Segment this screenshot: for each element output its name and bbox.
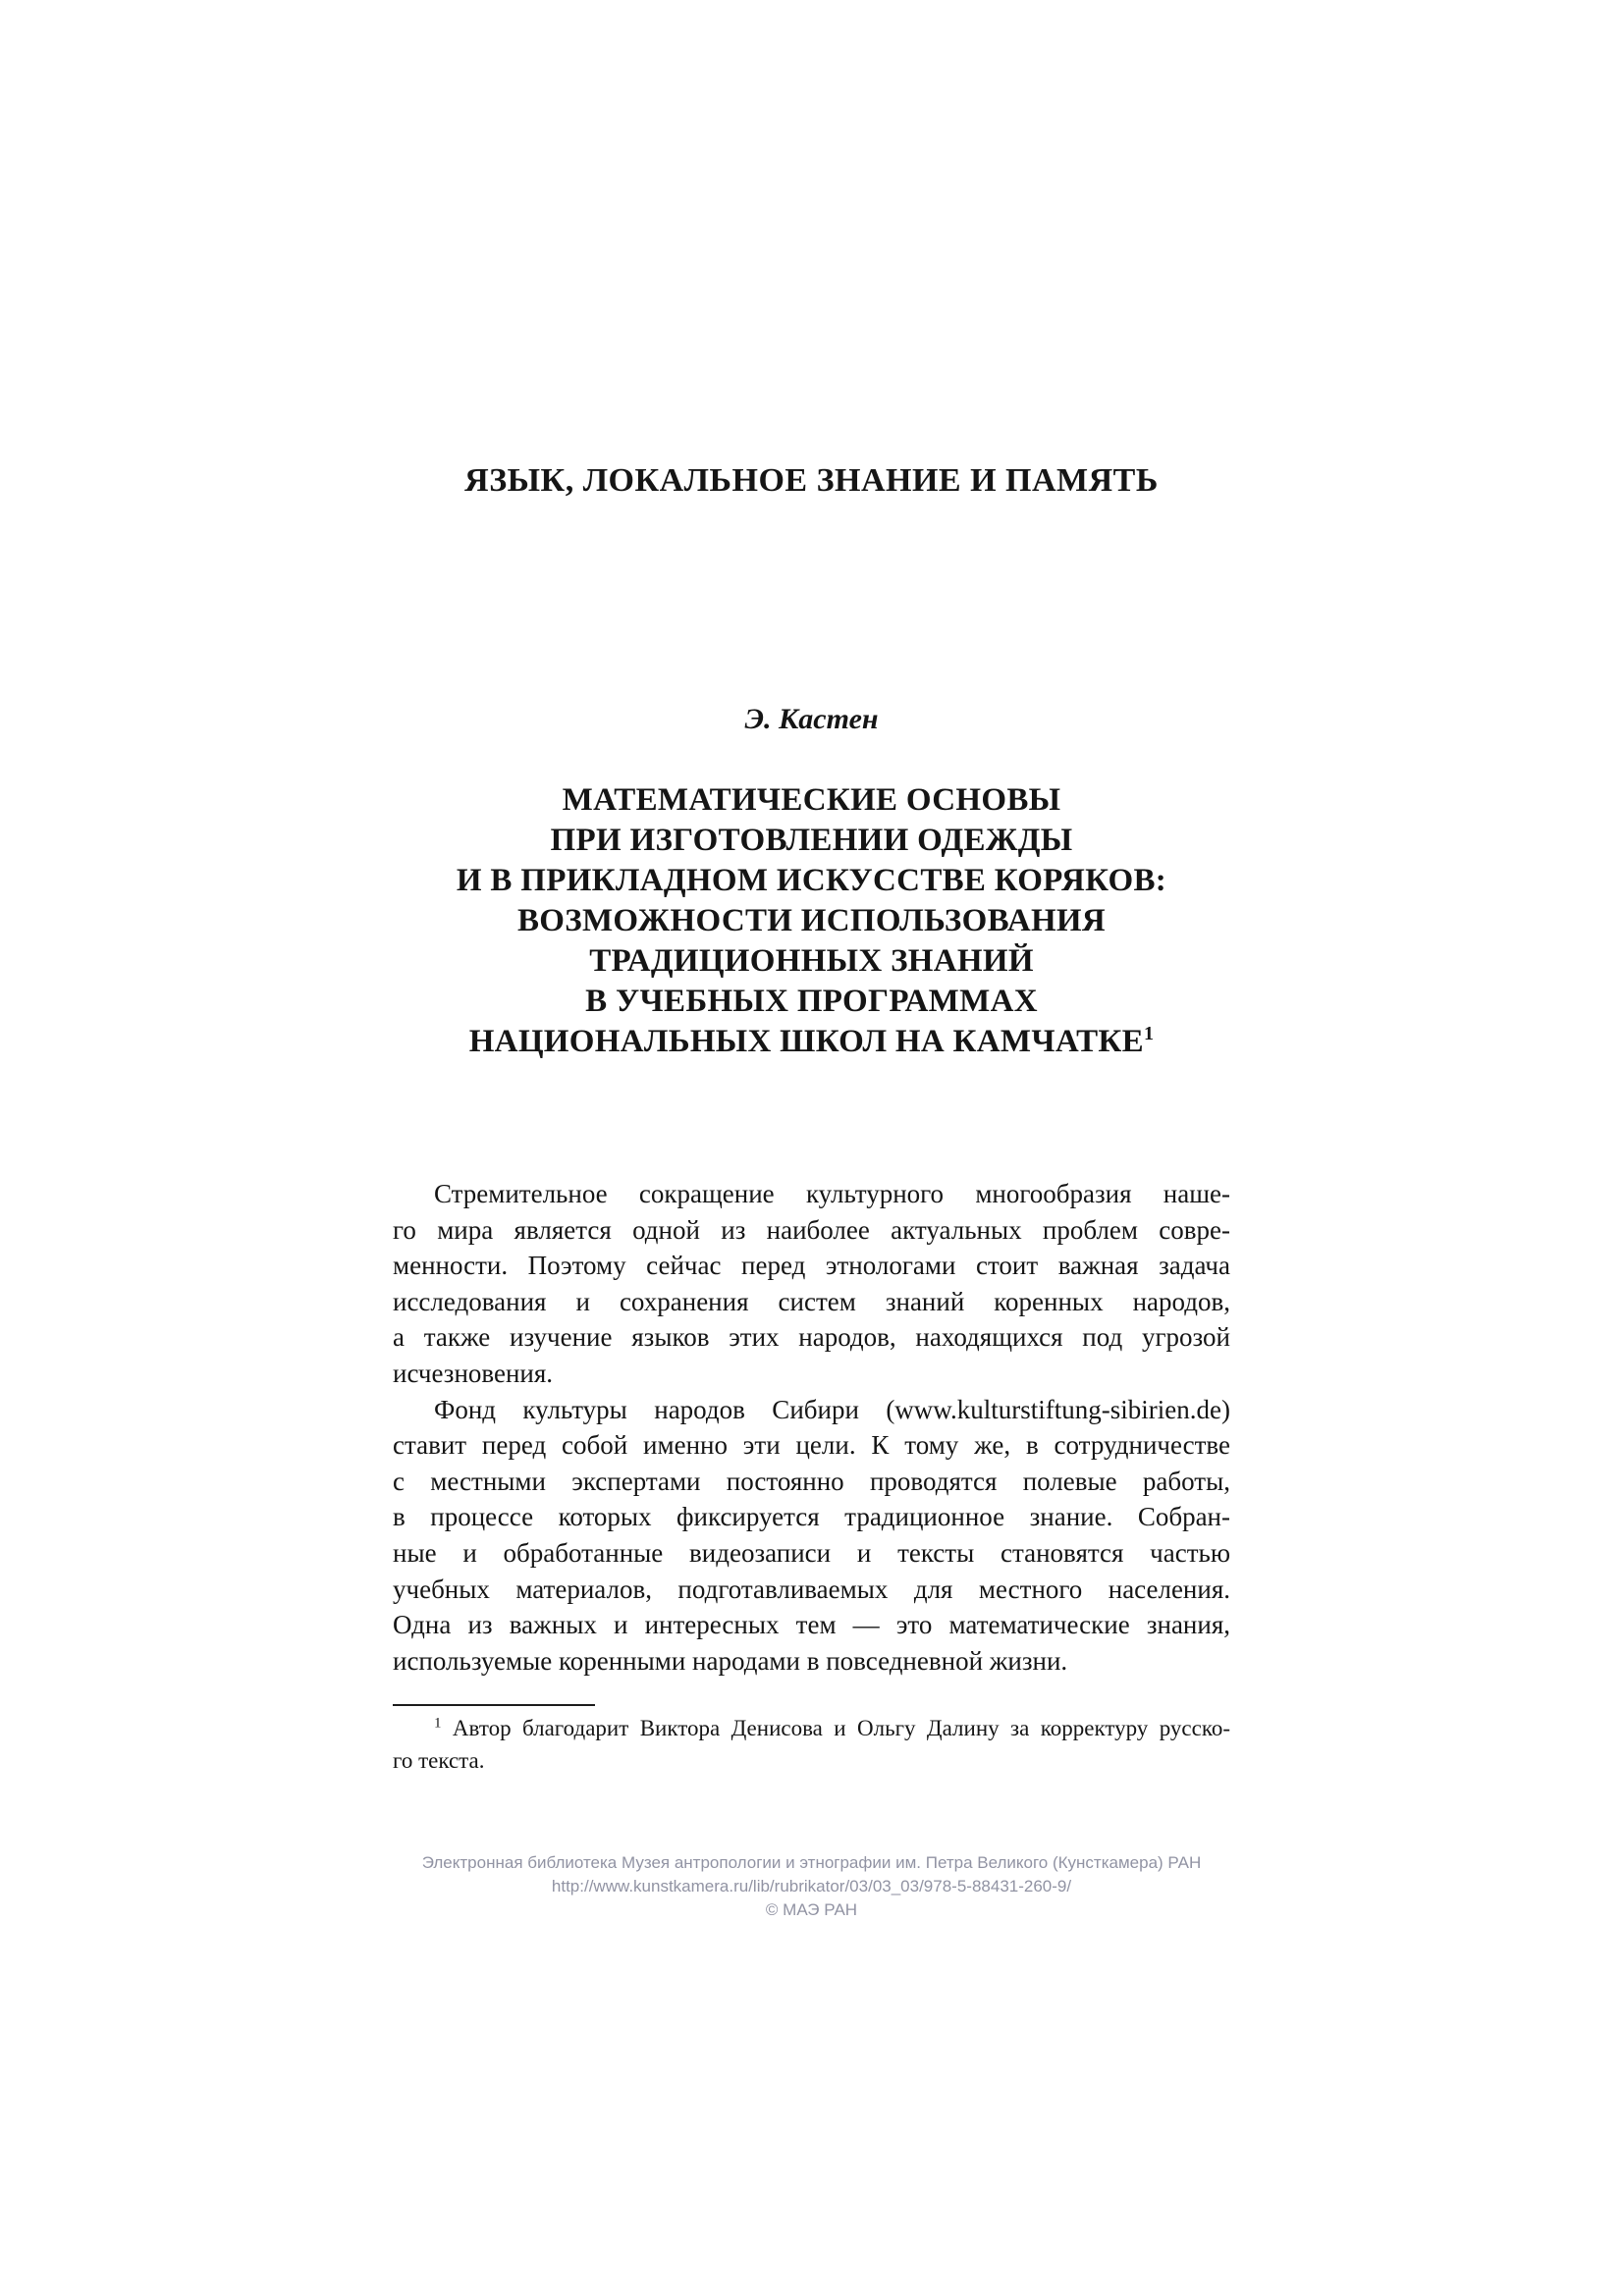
footer-copyright: © МАЭ РАН	[765, 1900, 858, 1919]
text-line: Одна из важных и интересных тем — это математические знания,	[393, 1610, 1230, 1640]
paragraph	[393, 1176, 1230, 1392]
footnote-text-line: го текста.	[393, 1748, 485, 1773]
footer-url: http://www.kunstkamera.ru/lib/rubrikator/03/03_03/978-5-88431-260-9/	[551, 1877, 1072, 1896]
footnote-text-line	[393, 1712, 1230, 1744]
text-line: ставит перед собой именно эти цели. К тому же, в сотрудничестве	[393, 1430, 1230, 1461]
text-line: а также изучение языков этих народов, находящихся под угрозой	[393, 1322, 1230, 1353]
footnote-text: Автор благодарит Виктора Денисова и Ольгу Далину за корректуру русско-	[441, 1716, 1230, 1740]
text-line: используемые коренными народами в повседневной жизни.	[393, 1645, 1068, 1676]
text-line: го мира является одной из наиболее актуальных проблем совре-	[393, 1214, 1230, 1245]
text-line: в процессе которых фиксируется традиционное знание. Собран-	[393, 1502, 1230, 1532]
footer-library-line: Электронная библиотека Музея антропологии и этнографии им. Петра Великого (Кунсткамера) РАН	[421, 1853, 1202, 1872]
footnote	[393, 1712, 1230, 1777]
title-line: В УЧЕБНЫХ ПРОГРАММАХ	[585, 984, 1038, 1019]
title-line-with-ref	[0, 1022, 1623, 1062]
title-line: ВОЗМОЖНОСТИ ИСПОЛЬЗОВАНИЯ	[516, 903, 1107, 938]
paragraph	[393, 1392, 1230, 1680]
title-line: МАТЕМАТИЧЕСКИЕ ОСНОВЫ	[562, 782, 1061, 818]
title-line: И В ПРИКЛАДНОМ ИСКУССТВЕ КОРЯКОВ:	[456, 863, 1167, 898]
text-line: менности. Поэтому сейчас перед этнологами стоит важная задача	[393, 1251, 1230, 1281]
text-line: учебных материалов, подготавливаемых для местного населения.	[393, 1574, 1230, 1604]
page-footer	[0, 1851, 1623, 1922]
text-line: Фонд культуры народов Сибири (www.kulturstiftung-sibirien.de)	[434, 1394, 1230, 1424]
text-line: с местными экспертами постоянно проводятся полевые работы,	[393, 1466, 1230, 1496]
footnote-separator	[393, 1704, 595, 1706]
body-text	[393, 1176, 1230, 1679]
title-line: ПРИ ИЗГОТОВЛЕНИИ ОДЕЖДЫ	[550, 823, 1073, 858]
title-footnote-ref: 1	[1143, 1023, 1155, 1044]
author-name: Э. Кастен	[744, 703, 879, 735]
text-line: Стремительное сокращение культурного многообразия наше-	[434, 1179, 1230, 1208]
title-line: ТРАДИЦИОННЫХ ЗНАНИЙ	[589, 943, 1034, 979]
text-line: ные и обработанные видеозаписи и тексты становятся частью	[393, 1537, 1230, 1568]
text-line: исчезновения.	[393, 1358, 554, 1388]
article-title	[0, 780, 1623, 1062]
text-line: исследования и сохранения систем знаний коренных народов,	[393, 1286, 1230, 1316]
running-head: ЯЗЫК, ЛОКАЛЬНОЕ ЗНАНИЕ И ПАМЯТЬ	[464, 462, 1159, 499]
title-line: НАЦИОНАЛЬНЫХ ШКОЛ НА КАМЧАТКЕ	[468, 1024, 1144, 1059]
footnote-marker: 1	[434, 1715, 442, 1732]
